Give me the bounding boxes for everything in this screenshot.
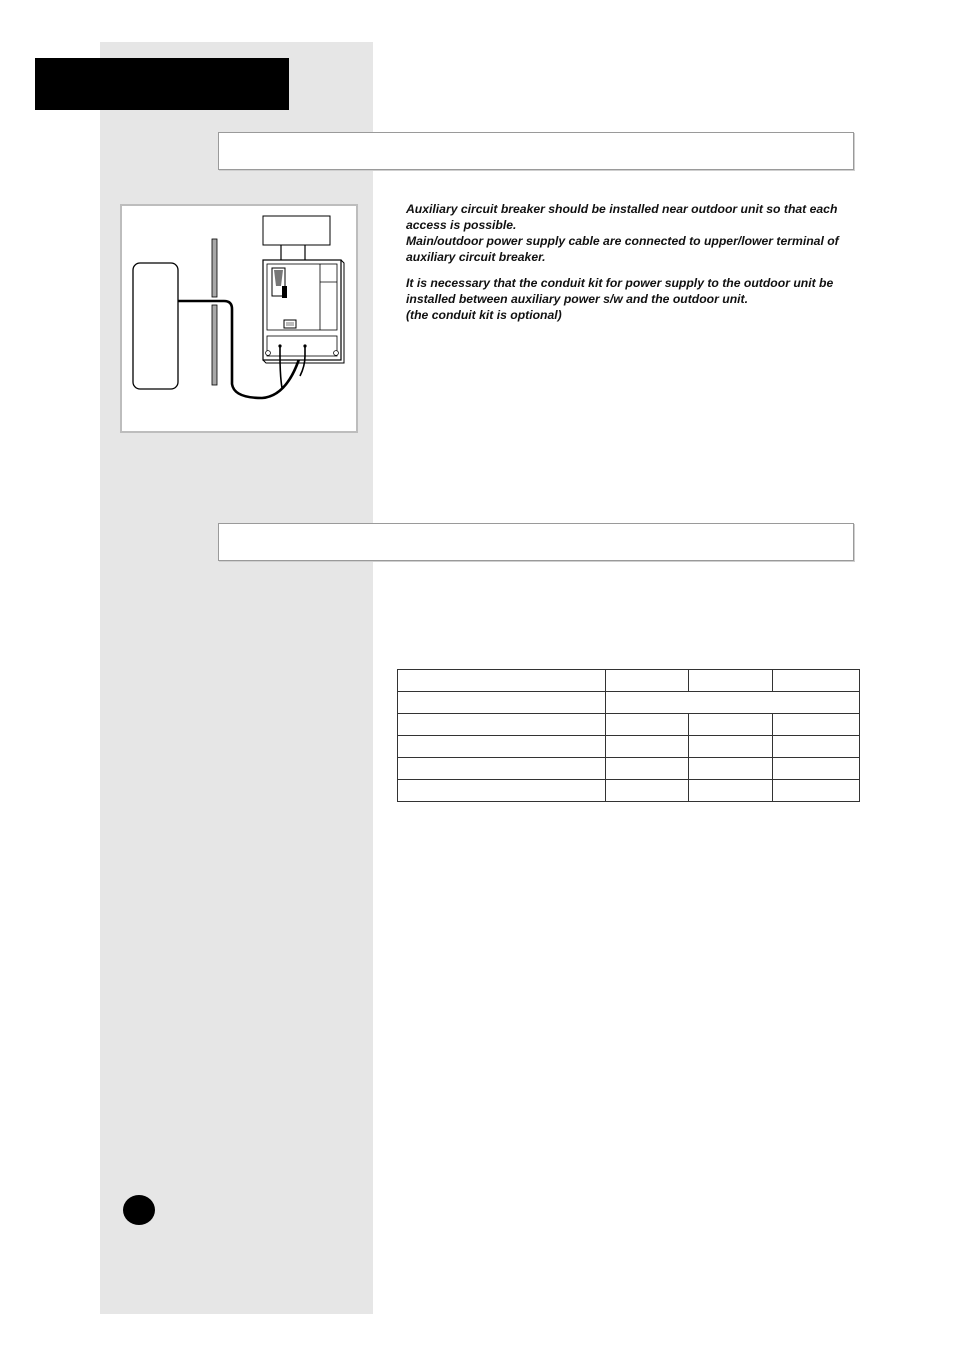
breaker-wiring-figure	[120, 204, 358, 433]
table-row	[398, 736, 860, 758]
note-line: access is possible.	[406, 218, 517, 232]
table-cell	[773, 780, 860, 802]
table-cell	[689, 736, 773, 758]
wall-plate-lower	[212, 305, 217, 385]
table-cell	[773, 758, 860, 780]
table-cell	[398, 780, 606, 802]
table-row	[398, 692, 860, 714]
wiring-diagram	[122, 206, 356, 431]
wall-plate-upper	[212, 239, 217, 297]
table-cell	[605, 714, 689, 736]
table-row	[398, 780, 860, 802]
note-line: Main/outdoor power supply cable are connected to upper/lower terminal of	[406, 234, 839, 248]
outdoor-unit-shape	[133, 263, 178, 389]
note-paragraph-2	[406, 275, 846, 323]
header-bar	[35, 58, 289, 110]
note-line: Auxiliary circuit breaker should be installed near outdoor unit so that each	[406, 202, 838, 216]
table-row	[398, 670, 860, 692]
table-cell	[689, 780, 773, 802]
table-cell	[605, 670, 689, 692]
table-row	[398, 714, 860, 736]
table-cell	[605, 736, 689, 758]
note-line: auxiliary circuit breaker.	[406, 250, 546, 264]
terminal-strip	[267, 336, 337, 356]
table-cell	[773, 714, 860, 736]
table-cell	[689, 714, 773, 736]
table-cell	[605, 780, 689, 802]
note-line: It is necessary that the conduit kit for power supply to the outdoor unit be	[406, 276, 834, 290]
note-line: (the conduit kit is optional)	[406, 308, 562, 322]
table-cell	[398, 736, 606, 758]
table-cell	[398, 758, 606, 780]
note-paragraph-1	[406, 201, 846, 265]
table-row	[398, 758, 860, 780]
table-cell	[773, 736, 860, 758]
installation-notes	[406, 201, 846, 333]
table-cell	[689, 758, 773, 780]
table-cell	[398, 692, 606, 714]
table-cell	[398, 714, 606, 736]
section-heading-box-1	[218, 132, 854, 170]
table-cell	[689, 670, 773, 692]
page-number-dot	[123, 1195, 155, 1225]
breaker-label-box	[263, 216, 330, 245]
table-cell	[773, 670, 860, 692]
spec-table	[397, 669, 860, 802]
table-cell-merged	[605, 692, 859, 714]
note-line: installed between auxiliary power s/w and the outdoor unit.	[406, 292, 748, 306]
table-cell	[605, 758, 689, 780]
table-cell	[398, 670, 606, 692]
section-heading-box-2	[218, 523, 854, 561]
